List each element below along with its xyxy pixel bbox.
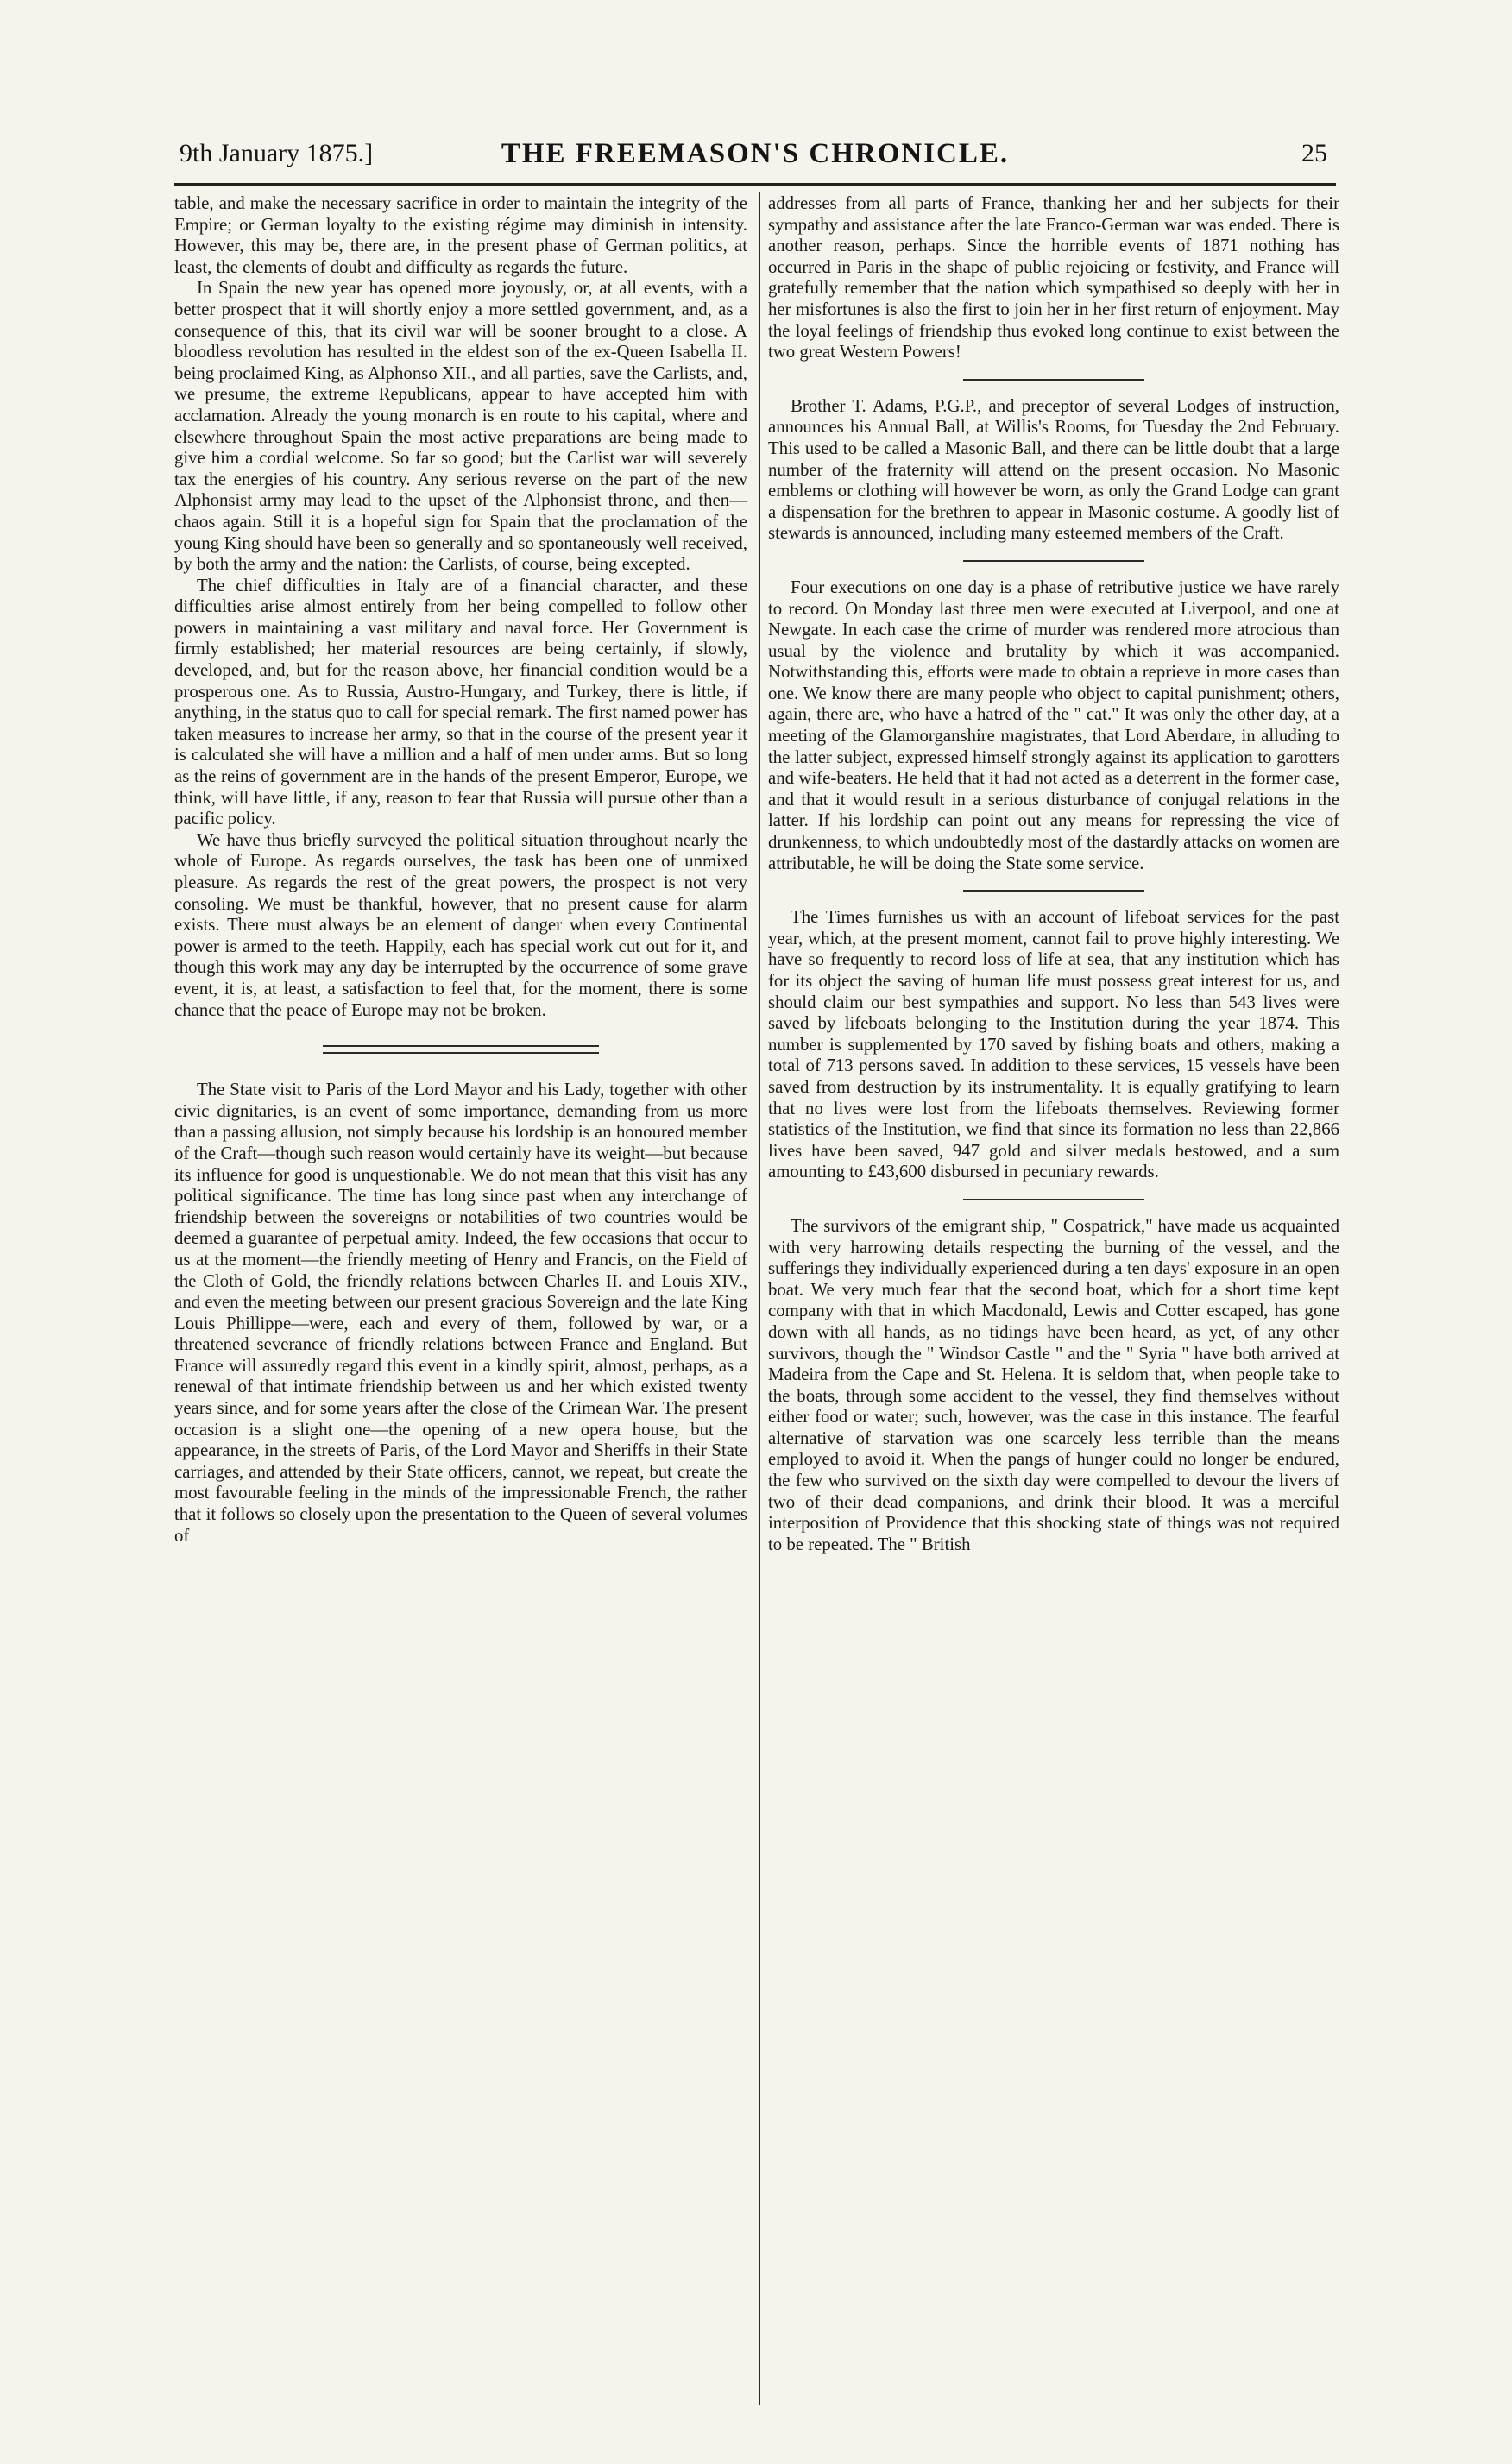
page-number: 25 [1301, 139, 1327, 167]
column-divider [759, 192, 760, 2405]
right-paragraph-executions: Four executions on one day is a phase of retributive justice we have rarely to record. On Monday last three men were executed at Liverpool, and one at Newgate. In each case the crime of murder was rendered more atrocious than usual by the violence and brutality by which it was accompanied. Notwithstanding this, efforts were made to obtain a reprieve in more cases than one. We know there are many people who object to capital punishment; others, again, there are, who have a hatred of the " cat." It was only the other day, at a meeting of the Glamorganshire magistrates, that Lord Aberdare, in alluding to the latter subject, expressed himself strongly against its application to garotters and wife-beaters. He held that it had not acted as a deterrent in the former case, and that it would result in a serious disturbance of conjugal relations in the latter. If his lordship can point out any means for repressing the vice of drunkenness, to which undoubtedly most of the dastardly attacks on women are attributable, he will be doing the State some service. [768, 577, 1339, 873]
right-paragraph-france: addresses from all parts of France, thanking her and her subjects for their sympathy and assistance after the late Franco-German war was ended. There is another reason, perhaps. Since the horrible events of 1871 nothing has occurred in Paris in the shape of public rejoicing or festivity, and France will gratefully remember that the nation which sympathised so deeply with her in her misfortunes is also the first to join her in her first return of enjoyment. May the loyal feelings of friendship thus evoked long continue to exist between the two great Western Powers! [768, 193, 1339, 362]
right-column [768, 193, 1339, 1555]
masthead [173, 136, 1338, 178]
publication-title: THE FREEMASON'S CHRONICLE. [501, 138, 1010, 169]
right-paragraph-lifeboats: The Times furnishes us with an account of lifeboat services for the past year, which, at the present moment, cannot fail to prove highly interesting. We have so frequently to record loss of life at sea, that any institution which has for its object the saving of human life must possess great interest for us, and should claim our best sympathies and support. No less than 543 lives were saved by lifeboats belonging to the Institution during the year 1874. This number is supplemented by 170 saved by fishing boats and others, making a total of 713 persons saved. In addition to these services, 15 vessels have been saved from destruction by its instrumentality. It is equally gratifying to learn that no lives were lost from the lifeboats themselves. Reviewing former statistics of the Institution, we find that since its formation no less than 22,866 lives have been saved, 947 gold and silver medals bestowed, and a sum amounting to £43,600 disbursed in pecuniary rewards. [768, 907, 1339, 1182]
section-divider [963, 379, 1144, 381]
left-paragraph-italy-russia: The chief difficulties in Italy are of a financial character, and these difficulties arise almost entirely from her being compelled to follow other powers in maintaining a vast military and naval force. Her Government is firmly established; her material resources are being certainly, if slowly, developed, and, but for the reason above, her financial condition would be a prosperous one. As to Russia, Austro-Hungary, and Turkey, there is little, if anything, in the status quo to call for special remark. The first named power has taken measures to increase her army, so that in the course of the present year it is calculated she will have a million and a half of men under arms. But so long as the reins of government are in the hands of the present Emperor, Europe, we think, will have little, if any, reason to fear that Russia will pursue other than a pacific policy. [174, 575, 747, 829]
right-paragraph-annual-ball: Brother T. Adams, P.G.P., and preceptor of several Lodges of instruction, announces his Annual Ball, at Willis's Rooms, for Tuesday the 2nd February. This used to be called a Masonic Ball, and there can be little doubt that a large number of the fraternity will attend on the present occasion. No Masonic emblems or clothing will however be worn, as only the Grand Lodge can grant a dispensation for the brethren to appear in Masonic costume. A goodly list of stewards is announced, including many esteemed members of the Craft. [768, 395, 1339, 544]
section-divider [963, 1199, 1144, 1200]
section-divider [963, 890, 1144, 892]
issue-date: 9th January 1875.] [180, 139, 374, 167]
left-paragraph-lord-mayor-visit: The State visit to Paris of the Lord Mayor and his Lady, together with other civic dignitaries, is an event of some importance, demanding from us more than a passing allusion, not simply because his lordship is an honoured member of the Craft—though such reason would certainly have its weight—but because its influence for good is unquestionable. We do not mean that this visit has any political significance. The time has long since past when any interchange of friendship between the sovereigns or notabilities of two countries would be deemed a guarantee of perpetual amity. Indeed, the few occasions that occur to us at the moment—the friendly meeting of Henry and Francis, on the Field of the Cloth of Gold, the friendly relations between Charles II. and Louis XIV., and even the meeting between our present gracious Sovereign and the late King Louis Phillippe—were, each and every of them, followed by war, or a threatened severance of friendly relations between France and England. But France will assuredly regard this event in a kindly spirit, almost, perhaps, as a renewal of that intimate friendship between us and her which existed twenty years since, and for some years after the close of the Crimean War. The present occasion is a slight one—the opening of a new opera house, but the appearance, in the streets of Paris, of the Lord Mayor and Sheriffs in their State carriages, and attended by their State officers, cannot, we repeat, but create the most favourable feeling in the minds of the impressionable French, the rather that it follows so closely upon the presentation to the Queen of several volumes of [174, 1080, 747, 1546]
section-divider [963, 560, 1144, 562]
right-paragraph-cospatrick: The survivors of the emigrant ship, " Cospatrick," have made us acquainted with very harrowing details respecting the burning of the vessel, and the sufferings they individually experienced during a ten days' exposure in an open boat. We very much fear that the second boat, which for a short time kept company with that in which Macdonald, Lewis and Cotter escaped, has gone down with all hands, as no tidings have been heard, as yet, of any other survivors, though the " Windsor Castle " and the " Syria " have both arrived at Madeira from the Cape and St. Helena. It is seldom that, when people take to the boats, through some accident to the vessel, they find themselves without either food or water; such, however, was the case in this instance. The fearful alternative of starvation was one scarcely less terrible than the means employed to avoid it. When the pangs of hunger could no longer be endured, the few who survived on the sixth day were compelled to devour the livers of two of their dead companions, and drink their blood. It was a merciful interposition of Providence that this shocking state of things was not required to be repeated. The " British [768, 1215, 1339, 1554]
masthead-rule [174, 183, 1336, 186]
section-divider [323, 1045, 599, 1054]
left-paragraph-spain: In Spain the new year has opened more joyously, or, at all events, with a better prospect that it will shortly enjoy a more settled government, and, as a consequence of this, that its civil war will be sooner brought to a close. A bloodless revolution has resulted in the eldest son of the ex-Queen Isabella II. being proclaimed King, as Alphonso XII., and all parties, save the Carlists, and, we presume, the extreme Republicans, appear to have accepted him with acclamation. Already the young monarch is en route to his capital, where and elsewhere throughout Spain the most active preparations are being made to give him a cordial welcome. So far so good; but the Carlist war will severely tax the energies of his country. Any serious reverse on the part of the new Alphonsist army may lead to the upset of the Alphonsist throne, and then—chaos again. Still it is a hopeful sign for Spain that the proclamation of the young King should have been so generally and so spontaneously well received, by both the army and the nation: the Carlists, of course, being excepted. [174, 278, 747, 575]
left-paragraph-europe-summary: We have thus briefly surveyed the political situation throughout nearly the whole of Europe. As regards ourselves, the task has been one of unmixed pleasure. As regards the rest of the great powers, the prospect is not very consoling. We must be thankful, however, that no present cause for alarm exists. There must always be an element of danger when every Continental power is armed to the teeth. Happily, each has special work cut out for it, and though this work may any day be interrupted by the occurrence of some grave event, it is, at least, a satisfaction to feel that, for the moment, there is some chance that the peace of Europe may not be broken. [174, 829, 747, 1020]
left-column [174, 193, 747, 1547]
left-paragraph-germany: table, and make the necessary sacrifice in order to maintain the integrity of the Empire; or German loyalty to the existing régime may diminish in intensity. However, this may be, there are, in the present phase of German politics, at least, the elements of doubt and difficulty as regards the future. [174, 193, 747, 277]
